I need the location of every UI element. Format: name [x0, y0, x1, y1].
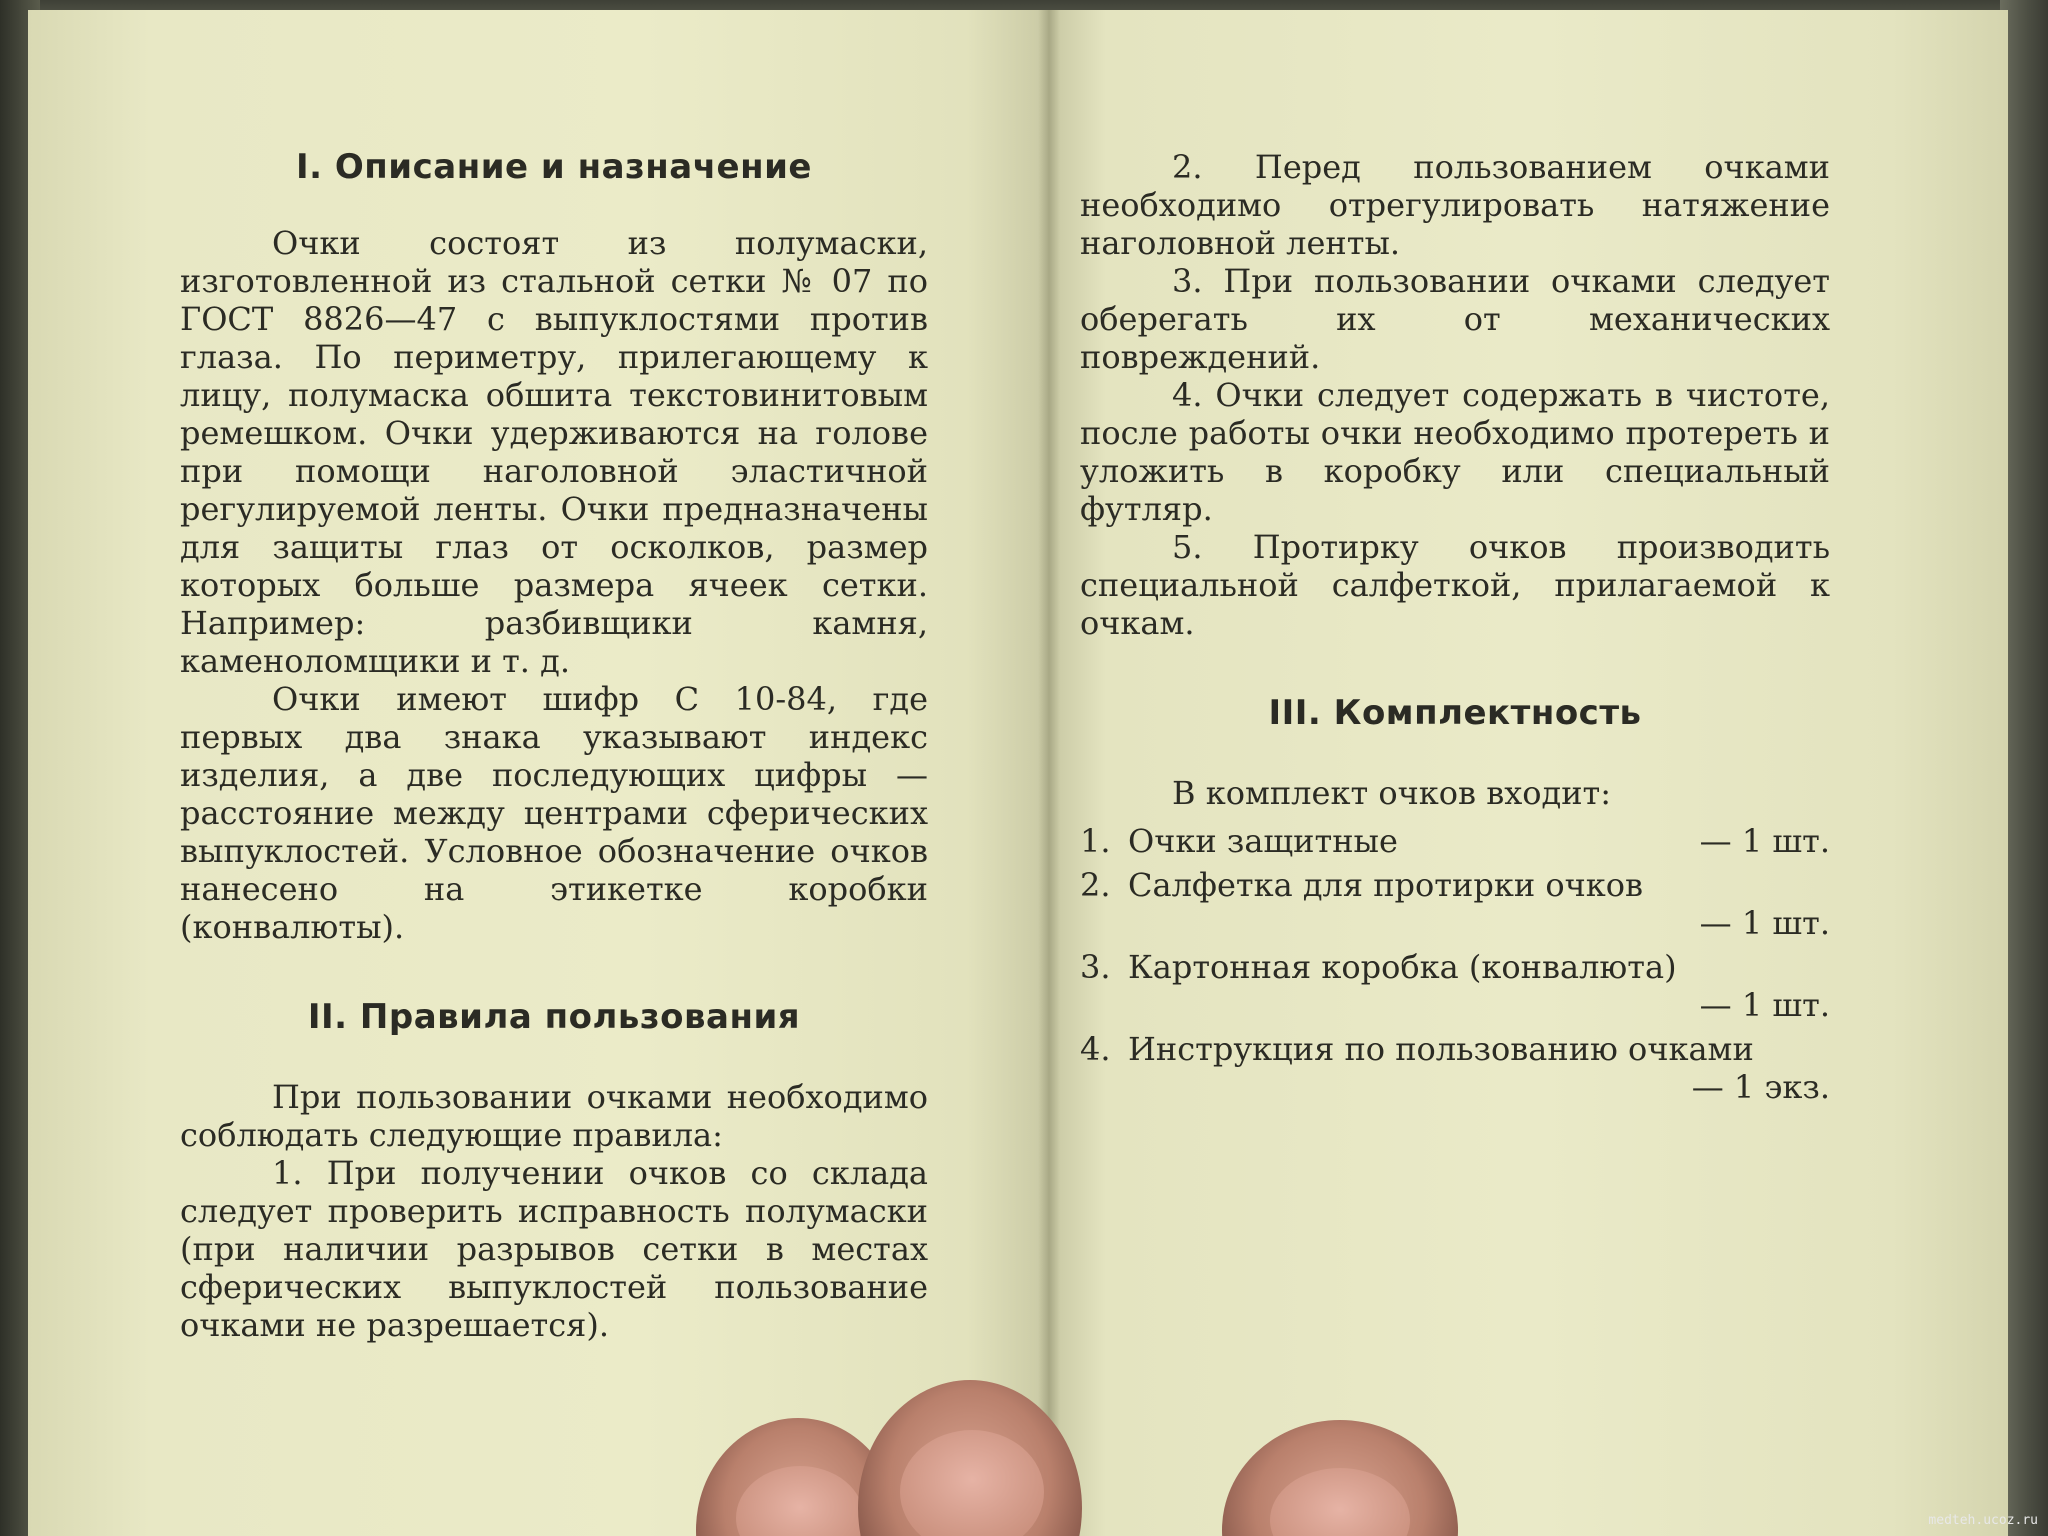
list-item [1080, 1030, 1830, 1106]
rule-1: 1. При получении очков со склада следует проверить исправность полумаски (при наличии разрывов сетки в местах сферических выпуклостей пользование очками не разрешается). [180, 1154, 928, 1344]
item-quantity: — 1 шт. [1699, 904, 1830, 942]
section3-title: III. Комплектность [1268, 693, 1642, 733]
item-name: Салфетка для протирки очков [1128, 866, 1644, 904]
item-name: Картонная коробка (конвалюта) [1128, 948, 1677, 986]
rule-3: 3. При пользовании очками следует оберегать их от механических повреждений. [1080, 262, 1830, 376]
section2-title: II. Правила пользования [307, 997, 801, 1037]
contents-list [1080, 822, 1830, 1106]
rule-2: 2. Перед пользованием очками необходимо отрегулировать натяжение наголовной ленты. [1080, 148, 1830, 262]
item-quantity: — 1 шт. [1699, 822, 1830, 860]
watermark: medteh.ucoz.ru [1928, 1513, 2038, 1528]
item-number: 2. [1080, 866, 1111, 904]
section1-paragraph-1: Очки состоят из полумаски, изготовленной из стальной сетки № 07 по ГОСТ 8826—47 с выпуклостями против глаза. По периметру, прилегающему к лицу, полумаска обшита текстовинитовым ремешком. Очки удерживаются на голове при помощи наголовной эластичной регулируемой ленты. Очки предназначены для защиты глаз от осколков, размер которых больше размера ячеек сетки. Например: разбивщики камня, каменоломщики и т. д. [180, 224, 928, 680]
center-fold [1038, 10, 1060, 1536]
item-number: 1. [1080, 822, 1111, 860]
item-quantity: — 1 экз. [1691, 1068, 1830, 1106]
list-item [1080, 866, 1830, 942]
item-number: 3. [1080, 948, 1111, 986]
left-column [180, 148, 928, 1344]
right-column [1080, 148, 1830, 1112]
list-item [1080, 822, 1830, 860]
section2-intro: При пользовании очками необходимо соблюдать следующие правила: [180, 1078, 928, 1154]
section1-paragraph-2: Очки имеют шифр С 10-84, где первых два знака указывают индекс изделия, а две последующих цифры — расстояние между центрами сферических выпуклостей. Условное обозначение очков нанесено на этикетке коробки (конвалюты). [180, 680, 928, 946]
item-quantity: — 1 шт. [1699, 986, 1830, 1024]
item-number: 4. [1080, 1030, 1111, 1068]
item-name: Инструкция по пользованию очками [1128, 1030, 1754, 1068]
list-item [1080, 948, 1830, 1024]
item-name: Очки защитные [1128, 822, 1398, 860]
rule-4: 4. Очки следует содержать в чистоте, после работы очки необходимо протереть и уложить в коробку или специальный футляр. [1080, 376, 1830, 528]
section3-intro: В комплект очков входит: [1172, 774, 1612, 812]
section1-title: I. Описание и назначение [296, 147, 812, 187]
rule-5: 5. Протирку очков производить специальной салфеткой, прилагаемой к очкам. [1080, 528, 1830, 642]
